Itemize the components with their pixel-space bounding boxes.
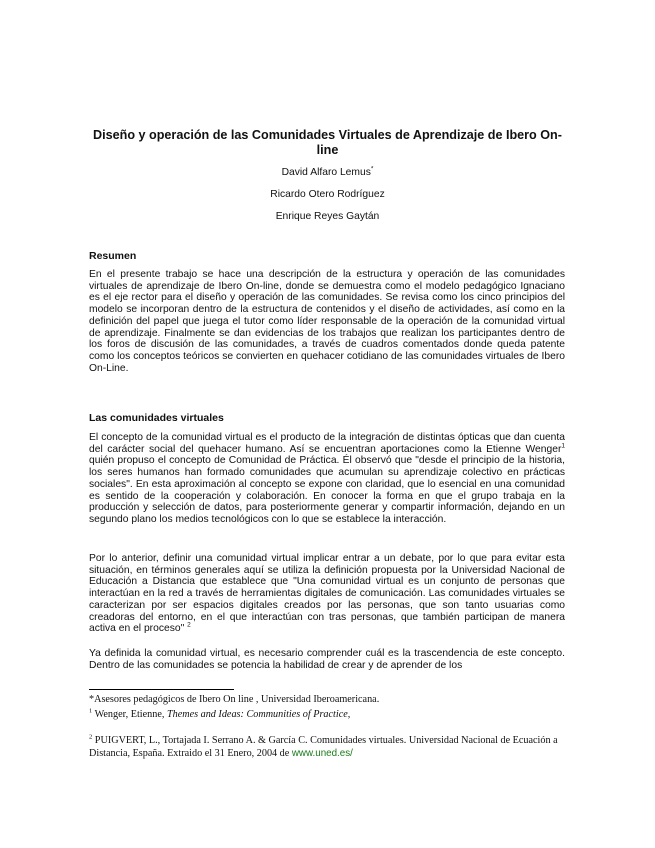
author-name: Enrique Reyes Gaytán xyxy=(275,211,380,222)
author-footnote-mark: * xyxy=(370,165,374,173)
footnote-ref-2: 2 xyxy=(187,621,191,629)
footnote-divider xyxy=(89,689,234,690)
footnote-text: Wenger, Etienne, xyxy=(92,709,167,720)
text-span: El concepto de la comunidad virtual es el producto de la integración de distintas ópticas que dan cuenta del carácter social del quehacer humano. Así se encuentran aportaciones como la Etienne Wenger xyxy=(89,432,565,455)
author-name: David Alfaro Lemus xyxy=(281,167,371,178)
text-span: Por lo anterior, definir una comunidad virtual implicar entrar a un debate, por lo que para evitar esta situación, en términos generales aquí se utiliza la definición propuesta por la Universidad Nacional de Educación a Distancia que establece que "Una comunidad virtual es un conjunto de personas que interactúan en la red a través de herramientas digitales de comunicación. Las comunidades virtuales se caracterizan por ser espacios digitales creados por las personas, que son tanto usuarias como creadoras del entorno, en el que interactúan con tras personas, que también participan de manera activa en el proceso" xyxy=(89,553,565,635)
footnote-star xyxy=(89,694,565,707)
paper-title: Diseño y operación de las Comunidades Virtuales de Aprendizaje de Ibero On-line xyxy=(93,128,562,157)
author-3 xyxy=(0,211,655,223)
resumen-paragraph: En el presente trabajo se hace una descripción de la estructura y operación de las comunidades virtuales de aprendizaje de Ibero On-line, donde se demuestra como el modelo pedagógico Ignaciano es el eje rector para el diseño y operación de las comunidades. Se revisa como los cinco principios del modelo se incorporan dentro de la estructura de contenidos y el diseño de actividades, así como en la definición del papel que juega el tutor como líder responsable de la operación de la comunidad virtual de aprendizaje. Finalmente se dan evidencias de los trabajos que realizan los participantes dentro de los foros de discusión de las comunidades, a través de cuadros comentados donde queda patente como los conceptos teóricos se convierten en quehacer cotidiano de las comunidades virtuales de Ibero On-Line. xyxy=(89,269,565,374)
footnote-text: Asesores pedagógicos de Ibero On line , Universidad Iberoamericana. xyxy=(94,694,380,705)
section-heading: Las comunidades virtuales xyxy=(89,412,224,424)
footnote-link[interactable]: www.uned.es/ xyxy=(291,747,353,759)
footnote-text: PUIGVERT, L., Tortajada I. Serrano A. & García C. Comunidades virtuales. Universidad Nacional de Ecuación a Distancia, España. Extraido el 31 Enero, 2004 de xyxy=(89,735,558,759)
footnote-1 xyxy=(89,709,565,722)
footnote-mark: 2 xyxy=(89,733,93,741)
author-2 xyxy=(0,189,655,201)
footnote-mark: * xyxy=(89,694,95,705)
footnote-ref-1: 1 xyxy=(561,442,565,450)
author-1 xyxy=(0,167,655,179)
footnote-mark: 1 xyxy=(89,707,93,715)
footnote-2 xyxy=(89,735,565,760)
resumen-heading: Resumen xyxy=(89,250,137,262)
author-name: Ricardo Otero Rodríguez xyxy=(270,189,385,200)
body-paragraph-1 xyxy=(89,432,565,526)
footnote-italic-title: Themes and Ideas: Communities of Practice, xyxy=(166,709,351,720)
body-paragraph-3: Ya definida la comunidad virtual, es necesario comprender cuál es la trascendencia de este concepto. Dentro de las comunidades se potencia la habilidad de crear y de aprender de los xyxy=(89,648,565,671)
body-paragraph-2 xyxy=(89,553,565,635)
text-span: quién propuso el concepto de Comunidad de Práctica. Él observó que "desde el principio de la historia, los seres humanos han formado comunidades que acumulan su aprendizaje colectivo en prácticas sociales". En esta aproximación al concepto se expone con claridad, que lo esencial en una comunidad es sentido de la cooperación y colaboración. En conocer la forma en que el grupo trabaja en la producción y selección de datos, para posteriormente generar y compartir información, dejando en un segundo plano los medios tecnológicos con lo que se establece la interacción. xyxy=(89,455,565,525)
